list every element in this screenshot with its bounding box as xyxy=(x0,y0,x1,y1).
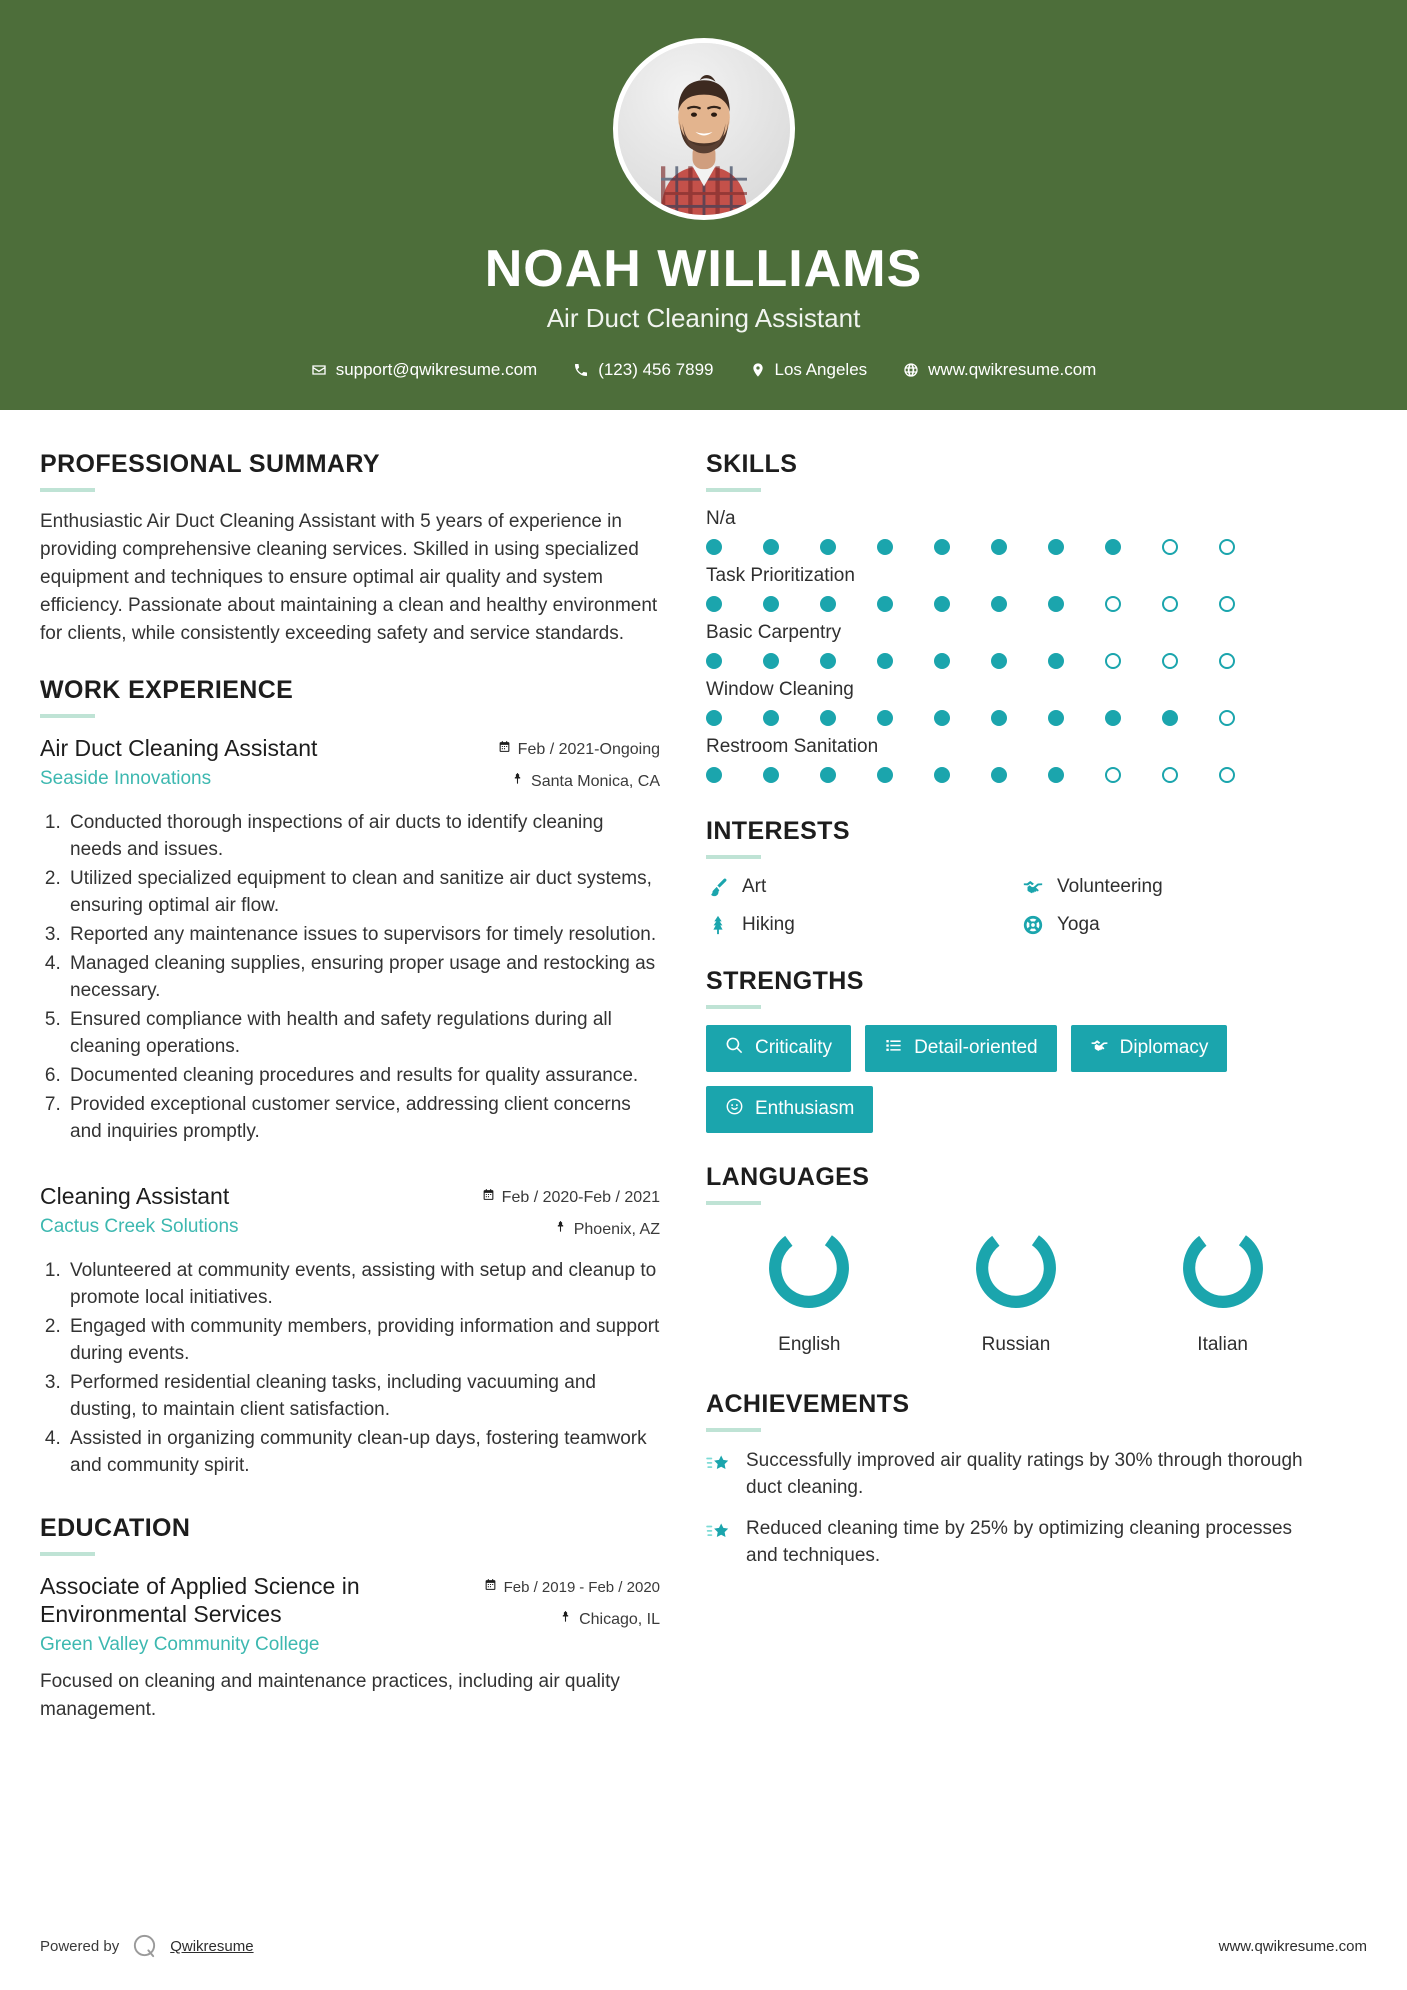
interest-item xyxy=(1021,913,1326,937)
achievement-item xyxy=(706,1516,1326,1570)
strength-label: Enthusiasm xyxy=(755,1098,855,1120)
strength-label: Diplomacy xyxy=(1119,1037,1209,1059)
work-location xyxy=(498,770,660,794)
avatar xyxy=(613,38,795,220)
skill-dot-filled xyxy=(1048,767,1064,783)
skill-row xyxy=(706,736,1326,783)
work-bullet: 3. Reported any maintenance issues to supervisors for timely resolution. xyxy=(66,922,660,949)
section-underline xyxy=(706,1005,761,1009)
language-grid xyxy=(706,1221,1326,1356)
skill-dot-filled xyxy=(1162,710,1178,726)
footer-powered-by xyxy=(40,1933,254,1960)
skill-dot-empty xyxy=(1219,596,1235,612)
work-role: Cleaning Assistant xyxy=(40,1182,230,1209)
work-organization[interactable]: Seaside Innovations xyxy=(40,767,212,789)
work-bullet: 7. Provided exceptional customer service, addressing client concerns and inquiries promptly. xyxy=(66,1092,660,1146)
section-heading: INTERESTS xyxy=(706,816,850,845)
skill-rating xyxy=(706,710,1326,726)
contact-phone-text: (123) 456 7899 xyxy=(598,359,714,379)
skill-dot-filled xyxy=(706,767,722,783)
strengths-chip-list xyxy=(706,1025,1326,1133)
skill-rating xyxy=(706,767,1326,783)
qwikresume-logo-icon xyxy=(131,1933,158,1960)
work-bullet: 2. Utilized specialized equipment to clean and sanitize air duct systems, ensuring optimal air flow. xyxy=(66,866,660,920)
skill-dot-filled xyxy=(877,653,893,669)
skill-dot-filled xyxy=(820,653,836,669)
skill-row xyxy=(706,508,1326,555)
contact-location xyxy=(732,360,886,380)
section-underline xyxy=(40,714,95,718)
strength-chip xyxy=(865,1025,1057,1072)
skill-dot-filled xyxy=(820,596,836,612)
calendar-icon xyxy=(484,1576,497,1600)
email-icon xyxy=(311,362,327,378)
skill-row xyxy=(706,679,1326,726)
skill-row xyxy=(706,622,1326,669)
education-degree: Associate of Applied Science in Environmental Services xyxy=(40,1572,360,1628)
strength-label: Detail-oriented xyxy=(914,1037,1038,1059)
skill-dot-filled xyxy=(934,539,950,555)
work-role: Air Duct Cleaning Assistant xyxy=(40,735,318,762)
work-entry xyxy=(40,1182,660,1480)
location-pin-icon xyxy=(750,362,766,378)
skill-dot-filled xyxy=(706,710,722,726)
contact-email-text: support@qwikresume.com xyxy=(335,359,538,379)
strength-chip xyxy=(706,1025,851,1072)
page-footer xyxy=(0,1907,1407,1990)
skill-dot-filled xyxy=(1048,596,1064,612)
interest-label: Hiking xyxy=(742,913,795,935)
skill-dot-filled xyxy=(1048,710,1064,726)
interest-item xyxy=(706,913,1011,937)
handshake-icon xyxy=(1021,875,1045,899)
work-entry-header xyxy=(40,734,660,794)
contact-website-text: www.qwikresume.com xyxy=(928,359,1097,379)
interest-label: Volunteering xyxy=(1057,875,1163,897)
section-heading: SKILLS xyxy=(706,449,798,478)
summary-text: Enthusiastic Air Duct Cleaning Assistant with 5 years of experience in providing comprehensive cleaning services. Skilled in using specialized equipment and techniques to ensure optimal air quality and system efficiency. Passionate about maintaining a clean and healthy environment for clients, while consistently exceeding safety and service standards. xyxy=(40,510,658,645)
skill-name: Basic Carpentry xyxy=(706,621,842,643)
work-bullet: 6. Documented cleaning procedures and results for quality assurance. xyxy=(66,1063,660,1090)
skill-dot-filled xyxy=(1105,710,1121,726)
strength-chip xyxy=(706,1086,873,1133)
language-item xyxy=(762,1221,856,1356)
pin-icon xyxy=(559,1608,572,1632)
calendar-icon xyxy=(482,1186,495,1210)
skill-dot-empty xyxy=(1105,653,1121,669)
work-organization[interactable]: Cactus Creek Solutions xyxy=(40,1215,239,1237)
right-column xyxy=(706,450,1326,1907)
work-dates xyxy=(482,1186,660,1210)
work-entry-header xyxy=(40,1182,660,1242)
section-underline xyxy=(40,488,95,492)
skill-dot-filled xyxy=(1048,653,1064,669)
skill-dot-empty xyxy=(1162,767,1178,783)
interest-label: Art xyxy=(742,875,767,897)
work-dates-text: Feb / 2021-Ongoing xyxy=(517,741,660,759)
contact-website[interactable] xyxy=(885,360,1114,380)
skill-dot-filled xyxy=(991,710,1007,726)
interest-item xyxy=(706,875,1011,899)
skill-dot-empty xyxy=(1162,596,1178,612)
skill-dot-empty xyxy=(1219,767,1235,783)
work-dates-text: Feb / 2020-Feb / 2021 xyxy=(501,1188,660,1206)
work-bullet: 3. Performed residential cleaning tasks, including vacuuming and dusting, to maintain client satisfaction. xyxy=(66,1370,660,1424)
achievement-text: Successfully improved air quality ratings by 30% through thorough duct cleaning. xyxy=(746,1449,1303,1498)
skill-dot-filled xyxy=(934,767,950,783)
work-bullet: 1. Conducted thorough inspections of air ducts to identify cleaning needs and issues. xyxy=(66,810,660,864)
section-interests xyxy=(706,817,1326,937)
phone-icon xyxy=(573,362,589,378)
skill-rating xyxy=(706,539,1326,555)
interest-label: Yoga xyxy=(1057,913,1100,935)
language-progress-ring xyxy=(969,1221,1063,1315)
section-underline xyxy=(706,1428,761,1432)
achievement-text: Reduced cleaning time by 25% by optimizing cleaning processes and techniques. xyxy=(746,1517,1293,1566)
skill-dot-filled xyxy=(877,596,893,612)
skill-dot-filled xyxy=(934,710,950,726)
interest-grid xyxy=(706,875,1326,937)
skill-dot-filled xyxy=(706,653,722,669)
skill-dot-filled xyxy=(991,767,1007,783)
left-column xyxy=(40,450,660,1907)
work-entry xyxy=(40,734,660,1146)
language-label: Russian xyxy=(981,1333,1051,1355)
section-underline xyxy=(706,1201,761,1205)
skill-dot-filled xyxy=(763,596,779,612)
skill-name: Restroom Sanitation xyxy=(706,735,879,757)
work-bullet: 4. Assisted in organizing community clean-up days, fostering teamwork and community spirit. xyxy=(66,1426,660,1480)
skill-dot-empty xyxy=(1105,767,1121,783)
section-heading: LANGUAGES xyxy=(706,1162,870,1191)
work-dates xyxy=(498,738,660,762)
skill-rating xyxy=(706,653,1326,669)
language-item xyxy=(969,1221,1063,1356)
skill-dot-filled xyxy=(706,596,722,612)
work-bullet: 5. Ensured compliance with health and safety regulations during all cleaning operations. xyxy=(66,1007,660,1061)
section-skills xyxy=(706,450,1326,783)
skill-dot-empty xyxy=(1219,653,1235,669)
page-title: NOAH WILLIAMS xyxy=(484,240,923,298)
skill-dot-filled xyxy=(706,539,722,555)
section-underline xyxy=(706,855,761,859)
skill-rating xyxy=(706,596,1326,612)
education-entry-header xyxy=(40,1572,660,1657)
work-bullet: 2. Engaged with community members, providing information and support during events. xyxy=(66,1314,660,1368)
work-bullet: 4. Managed cleaning supplies, ensuring proper usage and restocking as necessary. xyxy=(66,951,660,1005)
skill-dot-empty xyxy=(1219,710,1235,726)
education-school[interactable]: Green Valley Community College xyxy=(40,1634,320,1656)
skill-dot-filled xyxy=(991,653,1007,669)
footer-powered-label: Powered by xyxy=(40,1938,120,1955)
contact-phone[interactable] xyxy=(555,360,731,380)
resume-header xyxy=(0,0,1407,410)
skill-dot-filled xyxy=(877,539,893,555)
language-progress-ring xyxy=(1176,1221,1270,1315)
skill-dot-filled xyxy=(1105,539,1121,555)
skill-dot-filled xyxy=(763,539,779,555)
education-date-end: Feb / 2020 xyxy=(588,1578,660,1596)
section-heading: PROFESSIONAL SUMMARY xyxy=(40,449,380,478)
section-languages xyxy=(706,1163,1326,1356)
work-location-text: Phoenix, AZ xyxy=(573,1220,660,1238)
skill-dot-filled xyxy=(991,539,1007,555)
skill-dot-filled xyxy=(934,596,950,612)
work-location-text: Santa Monica, CA xyxy=(531,773,660,791)
star-badge-icon xyxy=(706,1452,732,1478)
contact-email[interactable] xyxy=(293,360,556,380)
achievement-item xyxy=(706,1448,1326,1502)
contact-row xyxy=(0,360,1407,380)
language-arc xyxy=(969,1221,1063,1315)
language-arc xyxy=(762,1221,856,1315)
language-label: Italian xyxy=(1197,1333,1248,1355)
skill-dot-filled xyxy=(763,653,779,669)
pin-icon xyxy=(554,1218,567,1242)
magnifier-icon xyxy=(725,1036,744,1061)
language-arc xyxy=(1176,1221,1270,1315)
education-dates xyxy=(484,1576,660,1600)
skill-dot-empty xyxy=(1105,596,1121,612)
list-icon xyxy=(884,1036,903,1061)
skill-name: N/a xyxy=(706,507,736,529)
education-location xyxy=(484,1608,660,1632)
tree-icon xyxy=(706,913,730,937)
pin-icon xyxy=(511,770,524,794)
skill-dot-empty xyxy=(1219,539,1235,555)
section-underline xyxy=(40,1552,95,1556)
skill-dot-empty xyxy=(1162,653,1178,669)
skill-dot-filled xyxy=(763,710,779,726)
footer-website[interactable]: www.qwikresume.com xyxy=(1218,1938,1367,1955)
strength-chip xyxy=(1071,1025,1228,1072)
globe-icon xyxy=(903,362,919,378)
skill-dot-filled xyxy=(877,767,893,783)
education-description: Focused on cleaning and maintenance practices, including air quality management. xyxy=(40,1671,620,1720)
section-heading: EDUCATION xyxy=(40,1513,191,1542)
language-progress-ring xyxy=(762,1221,856,1315)
education-date-start: Feb / 2019 xyxy=(503,1578,576,1596)
skill-dot-filled xyxy=(877,710,893,726)
star-badge-icon xyxy=(706,1520,732,1546)
skill-dot-filled xyxy=(1048,539,1064,555)
skill-dot-filled xyxy=(820,539,836,555)
footer-brand-link[interactable]: Qwikresume xyxy=(170,1938,254,1955)
section-heading: WORK EXPERIENCE xyxy=(40,676,294,705)
section-work-experience xyxy=(40,676,660,1479)
education-entry xyxy=(40,1572,660,1724)
resume-body xyxy=(0,410,1407,1907)
skill-dot-filled xyxy=(763,767,779,783)
work-bullets xyxy=(40,810,660,1146)
section-underline xyxy=(706,488,761,492)
skill-dot-filled xyxy=(934,653,950,669)
smiley-icon xyxy=(725,1097,744,1122)
section-achievements xyxy=(706,1390,1326,1570)
job-title: Air Duct Cleaning Assistant xyxy=(546,302,861,333)
skill-row xyxy=(706,565,1326,612)
work-location xyxy=(482,1218,660,1242)
education-location-text: Chicago, IL xyxy=(579,1610,660,1628)
contact-location-text: Los Angeles xyxy=(774,359,868,379)
skill-name: Task Prioritization xyxy=(706,564,855,586)
language-item xyxy=(1176,1221,1270,1356)
calendar-icon xyxy=(498,738,511,762)
section-education xyxy=(40,1514,660,1724)
work-bullets xyxy=(40,1258,660,1480)
skill-dot-filled xyxy=(820,767,836,783)
education-date-separator: - xyxy=(579,1578,585,1596)
section-strengths xyxy=(706,967,1326,1133)
skill-name: Window Cleaning xyxy=(706,678,854,700)
lifebuoy-icon xyxy=(1021,913,1045,937)
handshake-icon xyxy=(1090,1036,1109,1061)
interest-item xyxy=(1021,875,1326,899)
skill-dot-filled xyxy=(820,710,836,726)
strength-label: Criticality xyxy=(755,1037,833,1059)
skill-dot-filled xyxy=(991,596,1007,612)
paintbrush-icon xyxy=(706,875,730,899)
work-bullet: 1. Volunteered at community events, assisting with setup and cleanup to promote local initiatives. xyxy=(66,1258,660,1312)
section-professional-summary xyxy=(40,450,660,649)
section-heading: ACHIEVEMENTS xyxy=(706,1389,910,1418)
section-heading: STRENGTHS xyxy=(706,966,864,995)
language-label: English xyxy=(778,1333,841,1355)
skill-dot-empty xyxy=(1162,539,1178,555)
